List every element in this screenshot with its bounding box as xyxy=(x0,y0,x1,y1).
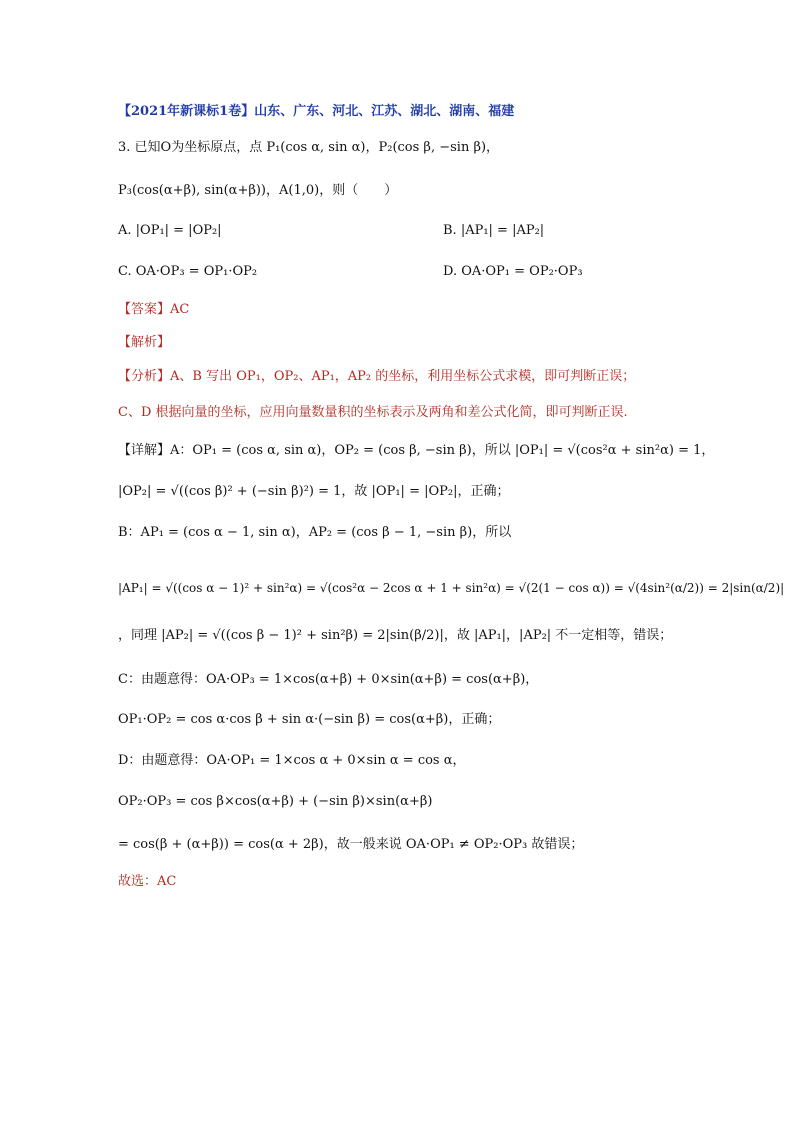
answer-label: 【答案】AC xyxy=(118,302,190,317)
detail-d-line-2: OP₂·OP₃ = cos β×cos(α+β) + (−sin β)×sin(α+β) xyxy=(118,794,433,809)
source-tag: 【2021年新课标1卷】 xyxy=(118,104,255,119)
option-b: B. |AP₁| = |AP₂| xyxy=(443,223,545,238)
detail-b-line-1: B：AP₁ = (cos α − 1, sin α)，AP₂ = (cos β − 1, −sin β)，所以 xyxy=(118,525,512,540)
detail-c-line-1: C：由题意得：OA·OP₃ = 1×cos(α+β) + 0×sin(α+β) = cos(α+β)， xyxy=(118,672,539,687)
analysis-line-2: C、D 根据向量的坐标，应用向量数量积的坐标表示及两角和差公式化简，即可判断正误. xyxy=(118,405,628,420)
detail-a-line-1: 【详解】A：OP₁ = (cos α, sin α)，OP₂ = (cos β, −sin β)，所以 |OP₁| = √(cos²α + sin²α) = 1， xyxy=(118,443,715,458)
final-answer: 故选：AC xyxy=(118,874,177,889)
option-a: A. |OP₁| = |OP₂| xyxy=(118,223,222,238)
detail-d-line-3: = cos(β + (α+β)) = cos(α + 2β)，故一般来说 OA·OP₁ ≠ OP₂·OP₃ 故错误； xyxy=(118,837,584,852)
option-c: C. OA·OP₃ = OP₁·OP₂ xyxy=(118,264,258,279)
analysis-line-1: 【分析】A、B 写出 OP₁，OP₂、AP₁，AP₂ 的坐标，利用坐标公式求模，即可判断正误； xyxy=(118,369,636,384)
detail-d-line-1: D：由题意得：OA·OP₁ = 1×cos α + 0×sin α = cos α， xyxy=(118,753,466,768)
analysis-heading: 【解析】 xyxy=(118,335,171,350)
source-header xyxy=(118,102,514,122)
question-line-2: P₃(cos(α+β), sin(α+β))，A(1,0)，则（ ） xyxy=(118,183,398,198)
detail-c-line-2: OP₁·OP₂ = cos α·cos β + sin α·(−sin β) = cos(α+β)，正确； xyxy=(118,712,501,727)
detail-a-line-2: |OP₂| = √((cos β)² + (−sin β)²) = 1，故 |OP₁| = |OP₂|，正确； xyxy=(118,484,510,499)
detail-b-line-2: |AP₁| = √((cos α − 1)² + sin²α) = √(cos²α − 2cos α + 1 + sin²α) = √(2(1 − cos α)) = √(4sin²(α/2)) = 2|sin(α/2)| xyxy=(118,581,785,595)
detail-b-line-3: ，同理 |AP₂| = √((cos β − 1)² + sin²β) = 2|sin(β/2)|，故 |AP₁|，|AP₂| 不一定相等，错误； xyxy=(118,628,673,643)
option-d: D. OA·OP₁ = OP₂·OP₃ xyxy=(443,264,583,279)
question-line-1: 3. 已知O为坐标原点，点 P₁(cos α, sin α)，P₂(cos β, −sin β)， xyxy=(118,140,500,155)
source-regions: 山东、广东、河北、江苏、湖北、湖南、福建 xyxy=(254,104,515,119)
